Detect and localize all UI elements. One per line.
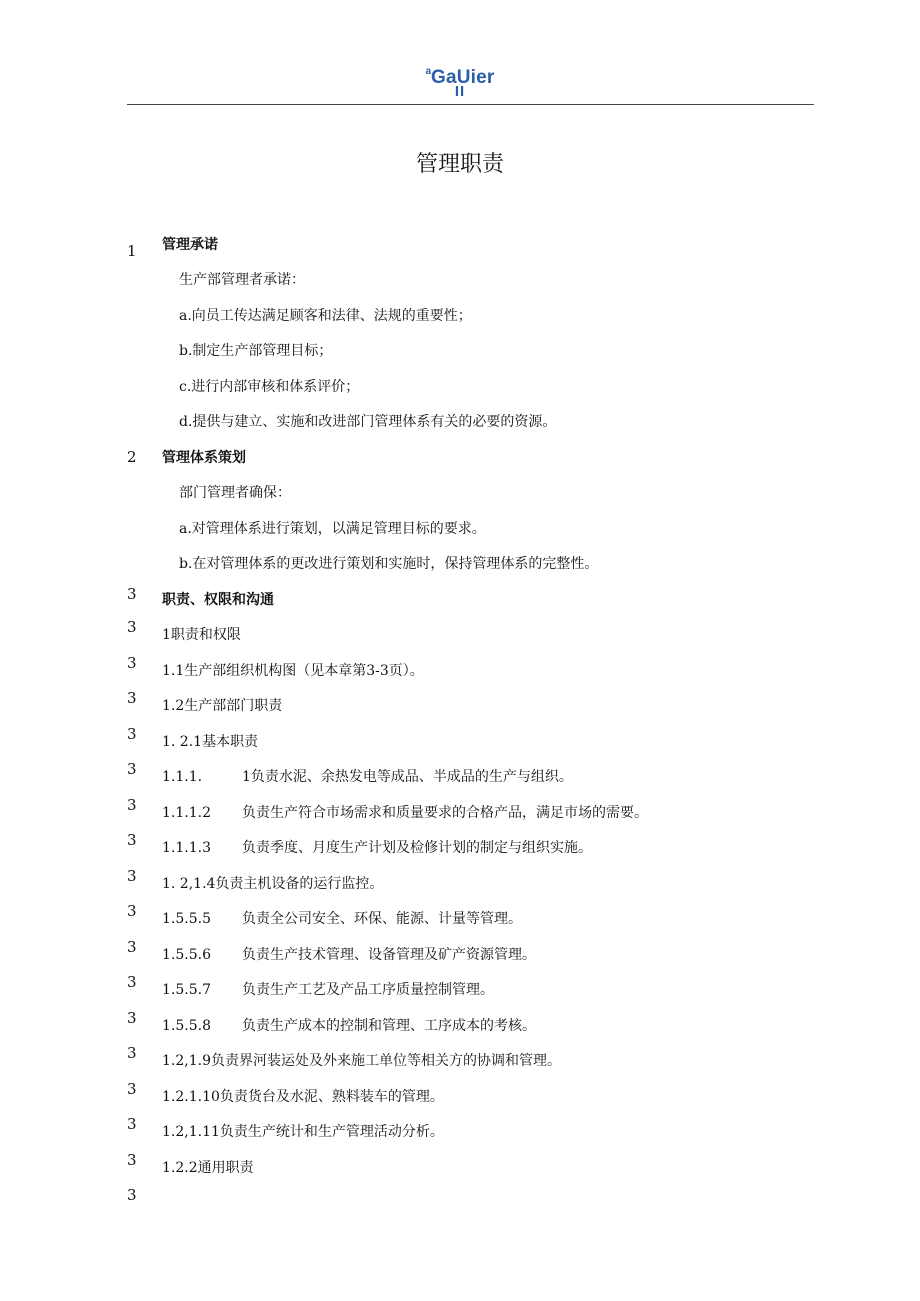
line-number: 1 xyxy=(127,242,137,260)
line-text-wrap xyxy=(162,908,522,928)
document-line xyxy=(0,1151,920,1181)
clause-code: 1.5.5.6 xyxy=(162,947,211,963)
document-line xyxy=(0,482,920,506)
line-number: 3 xyxy=(127,1115,137,1133)
line-text: 1.2,1.9负责界河装运处及外来施工单位等相关方的协调和管理。 xyxy=(162,1053,561,1069)
document-line xyxy=(0,305,920,329)
line-text-wrap xyxy=(162,944,536,964)
line-text: 负责全公司安全、环保、能源、计量等管理。 xyxy=(242,911,522,927)
line-text-wrap xyxy=(162,589,274,609)
line-number: 3 xyxy=(127,867,137,885)
line-text-wrap xyxy=(162,660,424,680)
line-text: 负责生产符合市场需求和质量要求的合格产品，满足市场的需要。 xyxy=(242,805,648,821)
line-text-wrap xyxy=(162,873,383,893)
document-line xyxy=(0,938,920,968)
line-text: 1. 2,1.4负责主机设备的运行监控。 xyxy=(162,876,384,892)
line-text-wrap xyxy=(179,482,291,502)
line-text: 1.2.2通用职责 xyxy=(162,1160,254,1176)
line-text: 1.2.1.10负责货台及水泥、熟料装车的管理。 xyxy=(162,1089,444,1105)
document-line xyxy=(0,411,920,435)
document-line xyxy=(0,553,920,577)
line-text-wrap xyxy=(162,802,648,822)
line-number: 3 xyxy=(127,796,137,814)
line-text: b.制定生产部管理目标； xyxy=(179,343,333,359)
line-text-wrap xyxy=(162,1121,444,1141)
logo-sub-mark: II xyxy=(454,83,466,100)
line-text: 管理体系策划 xyxy=(162,450,246,466)
document-line xyxy=(0,376,920,400)
line-text: d.提供与建立、实施和改进部门管理体系有关的必要的资源。 xyxy=(179,414,557,430)
document-line xyxy=(0,1115,920,1145)
line-text-wrap xyxy=(179,269,305,289)
document-line xyxy=(0,618,920,648)
document-line xyxy=(0,269,920,293)
document-line xyxy=(0,902,920,932)
line-text: 负责季度、月度生产计划及检修计划的制定与组织实施。 xyxy=(242,840,592,856)
line-number: 3 xyxy=(127,1186,137,1204)
line-text-wrap xyxy=(162,447,246,467)
document-line xyxy=(0,1186,920,1216)
clause-code: 1.5.5.7 xyxy=(162,982,211,998)
line-number: 3 xyxy=(127,689,137,707)
line-text: 1.2生产部部门职责 xyxy=(162,698,283,714)
line-text-wrap xyxy=(179,305,472,325)
section-heading xyxy=(0,585,920,613)
clause-code: 1.5.5.8 xyxy=(162,1018,211,1034)
line-number: 3 xyxy=(127,973,137,991)
document-line xyxy=(0,1009,920,1039)
line-text-wrap xyxy=(162,1015,536,1035)
line-text-wrap xyxy=(162,695,282,715)
line-text: 部门管理者确保： xyxy=(179,485,291,501)
document-line xyxy=(0,725,920,755)
document-line xyxy=(0,867,920,897)
line-text: 1职责和权限 xyxy=(162,627,241,643)
line-text-wrap xyxy=(162,1157,254,1177)
line-text: 生产部管理者承诺： xyxy=(179,272,305,288)
line-number: 2 xyxy=(127,448,137,466)
line-text: 管理承诺 xyxy=(162,237,218,253)
clause-code: 1.1.1.2 xyxy=(162,805,211,821)
line-text: 1.2,1.11负责生产统计和生产管理活动分析。 xyxy=(162,1124,444,1140)
line-text-wrap xyxy=(162,1050,561,1070)
line-number: 3 xyxy=(127,585,137,603)
line-text-wrap xyxy=(179,340,332,360)
line-text-wrap xyxy=(162,731,258,751)
header-rule xyxy=(127,104,814,105)
line-text: 负责生产工艺及产品工序质量控制管理。 xyxy=(242,982,494,998)
document-line xyxy=(0,796,920,826)
line-text: 1负责水泥、余热发电等成品、半成品的生产与组织。 xyxy=(242,769,573,785)
line-text: 1.1生产部组织机构图（见本章第3-3页）。 xyxy=(162,663,424,679)
company-logo xyxy=(0,68,920,99)
line-text: c.进行内部审核和体系评价； xyxy=(179,379,360,395)
line-text-wrap xyxy=(162,234,218,254)
section-heading xyxy=(0,234,920,258)
line-number: 3 xyxy=(127,725,137,743)
line-text: 职责、权限和沟通 xyxy=(162,592,274,608)
line-text-wrap xyxy=(179,376,359,396)
line-number: 3 xyxy=(127,1080,137,1098)
line-text-wrap xyxy=(179,553,598,573)
document-line xyxy=(0,518,920,542)
clause-code: 1.5.5.5 xyxy=(162,911,211,927)
line-text-wrap xyxy=(162,1086,444,1106)
line-number: 3 xyxy=(127,831,137,849)
clause-code: 1.1.1.3 xyxy=(162,840,211,856)
line-number: 3 xyxy=(127,902,137,920)
line-number: 3 xyxy=(127,938,137,956)
document-line xyxy=(0,760,920,790)
line-number: 3 xyxy=(127,1009,137,1027)
document-line xyxy=(0,654,920,684)
line-text: b.在对管理体系的更改进行策划和实施时，保持管理体系的完整性。 xyxy=(179,556,599,572)
line-text-wrap xyxy=(162,624,241,644)
line-text: a.向员工传达满足顾客和法律、法规的重要性； xyxy=(179,308,472,324)
line-number: 3 xyxy=(127,760,137,778)
document-line xyxy=(0,689,920,719)
line-text: 负责生产技术管理、设备管理及矿产资源管理。 xyxy=(242,947,536,963)
line-number: 3 xyxy=(127,654,137,672)
clause-code: 1.1.1. xyxy=(162,769,203,785)
line-text: a.对管理体系进行策划，以满足管理目标的要求。 xyxy=(179,521,486,537)
section-heading xyxy=(0,447,920,471)
line-text-wrap xyxy=(179,518,486,538)
line-text-wrap xyxy=(179,411,556,431)
document-line xyxy=(0,831,920,861)
logo-wordmark: GaUier xyxy=(431,67,495,88)
line-text-wrap xyxy=(162,837,592,857)
line-text-wrap xyxy=(162,979,494,999)
document-line xyxy=(0,1080,920,1110)
line-number: 3 xyxy=(127,1044,137,1062)
page-title: 管理职责 xyxy=(415,152,504,177)
line-number: 3 xyxy=(127,618,137,636)
line-text-wrap xyxy=(162,766,573,786)
document-line xyxy=(0,340,920,364)
document-line xyxy=(0,973,920,1003)
line-text: 1. 2.1基本职责 xyxy=(162,734,259,750)
line-text: 负责生产成本的控制和管理、工序成本的考核。 xyxy=(242,1018,536,1034)
logo-superscript: a xyxy=(425,66,432,77)
document-line xyxy=(0,1044,920,1074)
line-number: 3 xyxy=(127,1151,137,1169)
